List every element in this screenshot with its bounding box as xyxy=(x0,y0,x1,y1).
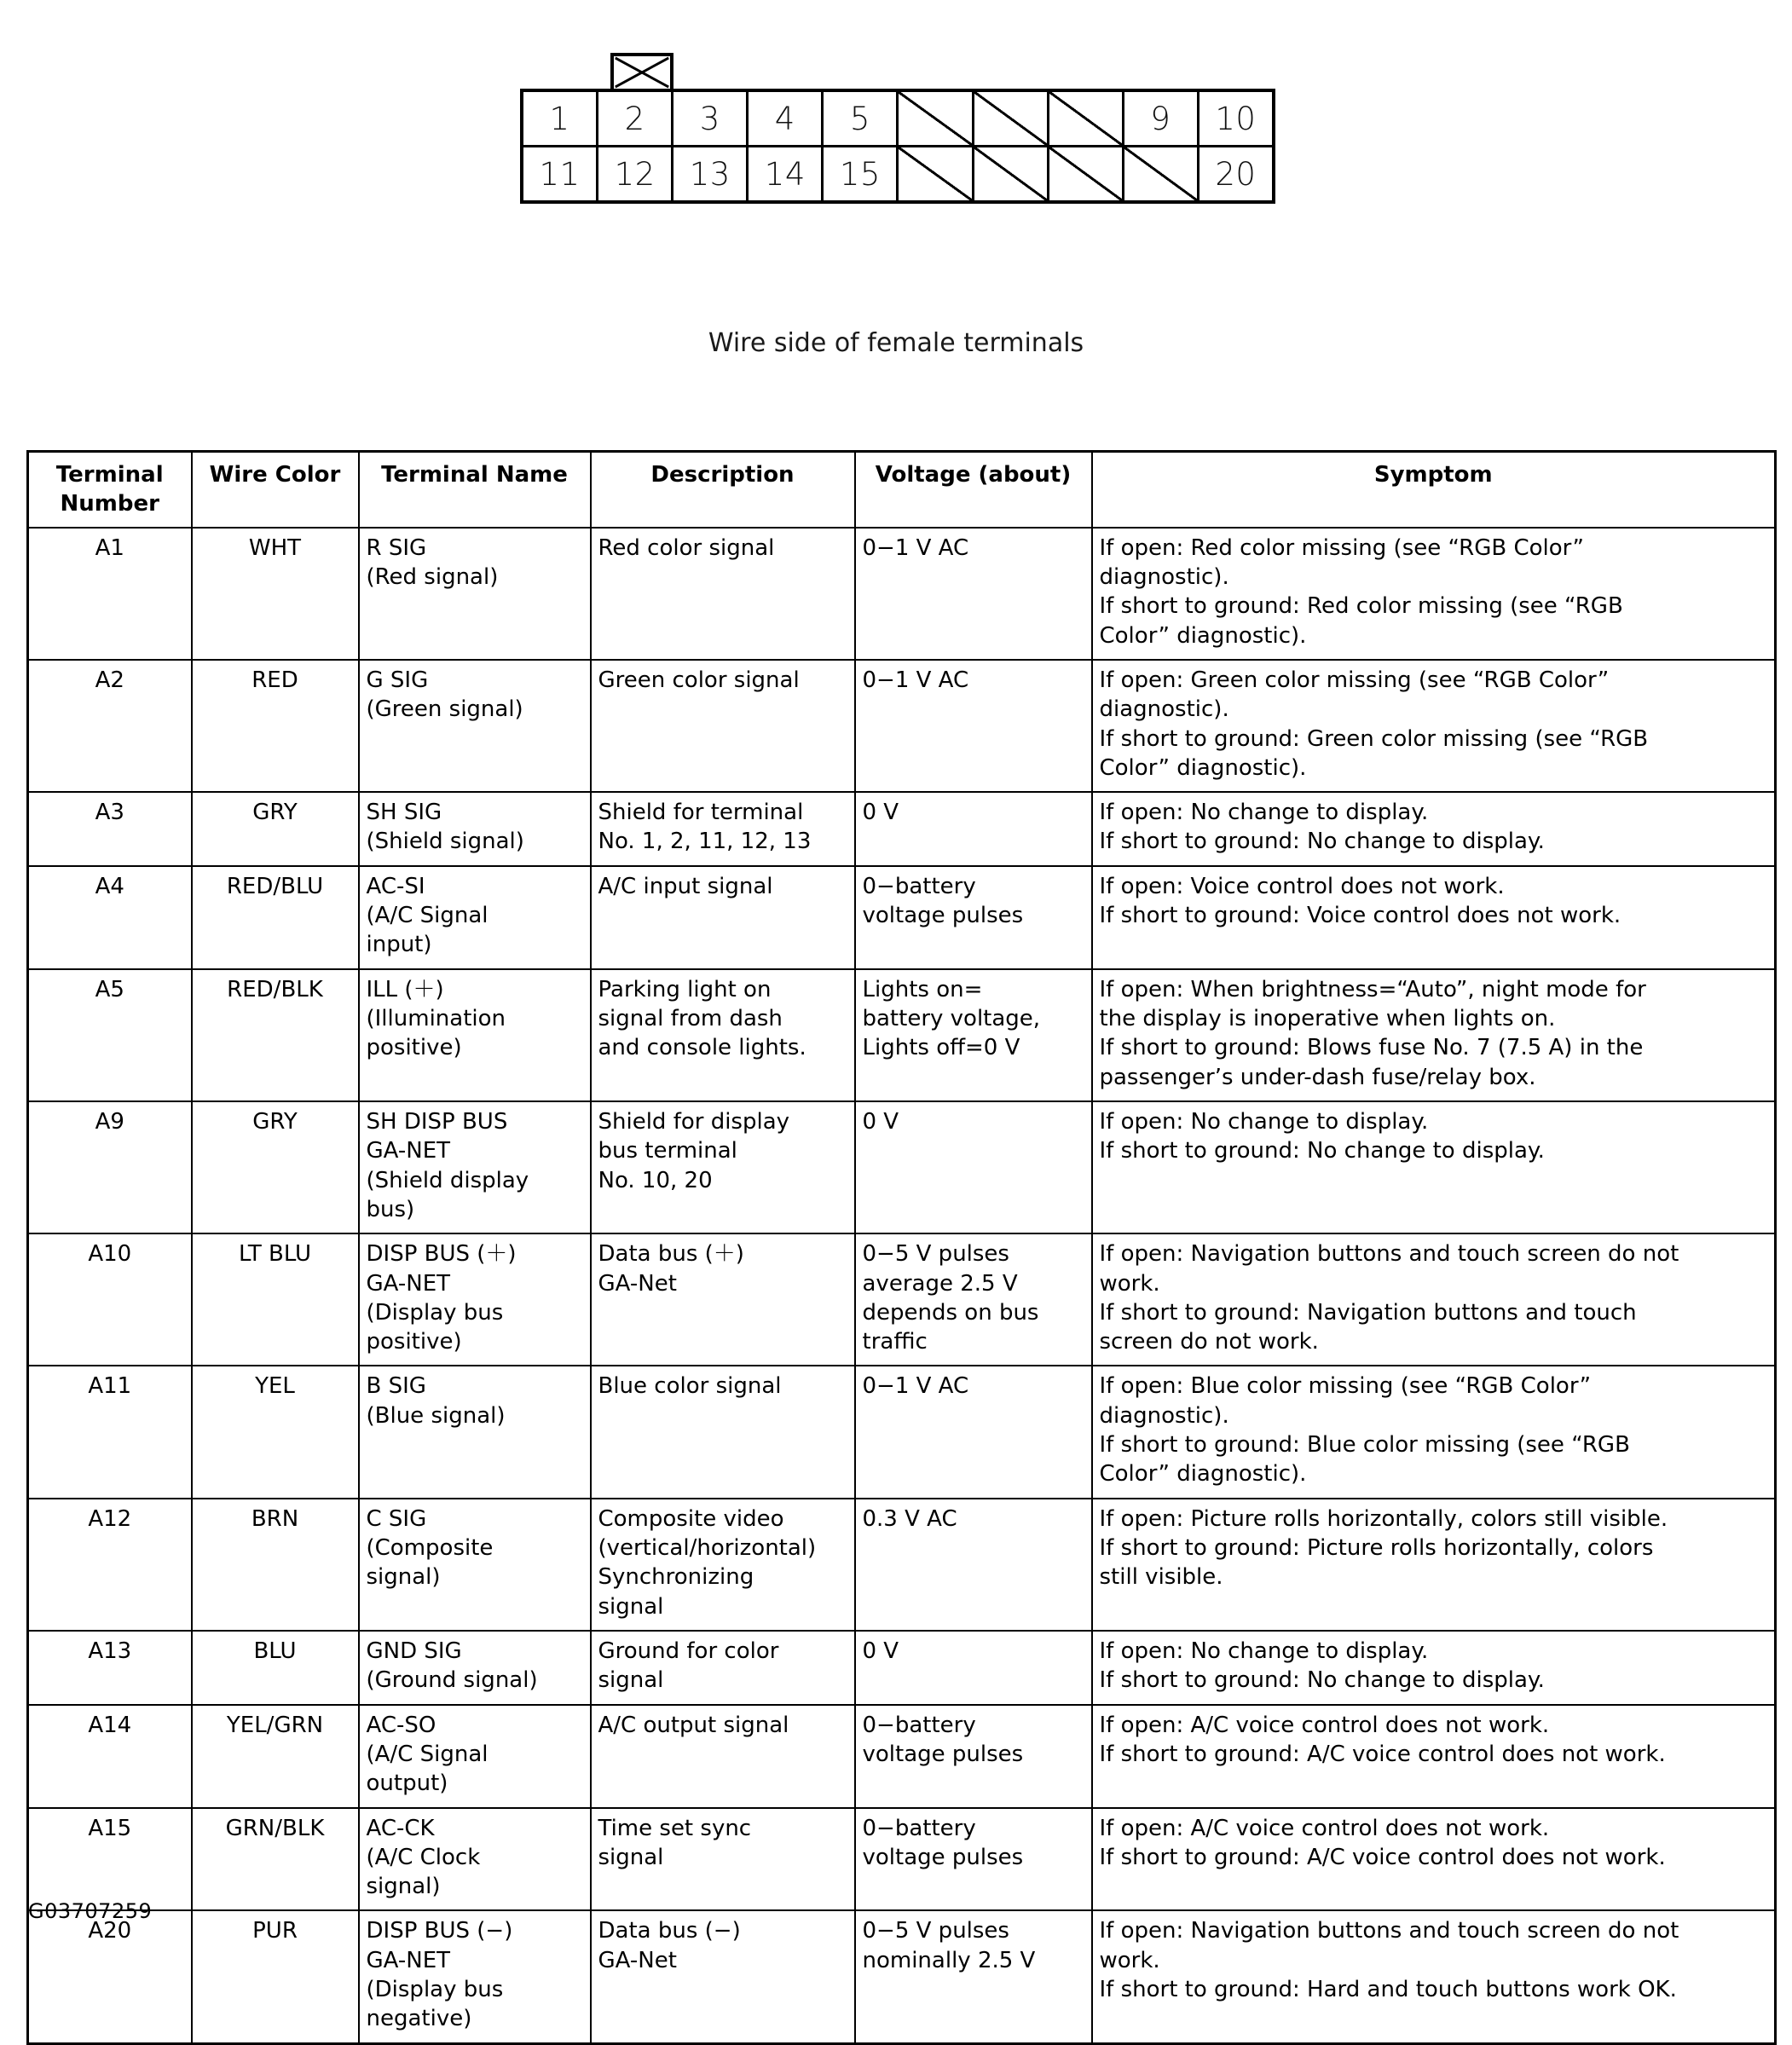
cell-symptom: If open: A/C voice control does not work. If short to ground: A/C voice control does not work. xyxy=(1092,1705,1776,1808)
cell-voltage: 0 V xyxy=(855,1101,1092,1233)
cell-description: Composite video (vertical/horizontal) Synchronizing signal xyxy=(591,1499,855,1631)
cell-description: Data bus (−) GA-Net xyxy=(591,1910,855,2043)
cell-voltage: 0−1 V AC xyxy=(855,1366,1092,1498)
cell-symptom: If open: Red color missing (see “RGB Color” diagnostic). If short to ground: Red color missing (see “RGB Color” diagnostic). xyxy=(1092,528,1776,660)
connector-terminal-label: 14 xyxy=(764,155,806,193)
connector-terminal-label: 10 xyxy=(1215,100,1257,137)
cell-voltage: 0−battery voltage pulses xyxy=(855,1808,1092,1911)
cell-terminal-name: R SIG (Red signal) xyxy=(359,528,591,660)
cell-description: Shield for terminal No. 1, 2, 11, 12, 13 xyxy=(591,792,855,866)
table-row xyxy=(28,1808,1776,1911)
cell-terminal-number: A12 xyxy=(28,1499,192,1631)
cell-wire-color: LT BLU xyxy=(192,1233,359,1366)
connector-terminal-5 xyxy=(824,92,899,145)
cell-wire-color: BRN xyxy=(192,1499,359,1631)
connector-terminal-label: 4 xyxy=(774,100,795,137)
table-row xyxy=(28,1233,1776,1366)
cell-terminal-name: C SIG (Composite signal) xyxy=(359,1499,591,1631)
cell-wire-color: GRY xyxy=(192,1101,359,1233)
cell-wire-color: YEL/GRN xyxy=(192,1705,359,1808)
cell-symptom: If open: Navigation buttons and touch screen do not work. If short to ground: Hard and touch buttons work OK. xyxy=(1092,1910,1776,2043)
cell-terminal-number: A15 xyxy=(28,1808,192,1911)
connector-terminal-label: 9 xyxy=(1150,100,1171,137)
cell-voltage: 0 V xyxy=(855,1631,1092,1705)
cell-terminal-number: A3 xyxy=(28,792,192,866)
terminal-table xyxy=(26,450,1777,2045)
connector-terminal-label: 3 xyxy=(699,100,720,137)
connector-cell-blank xyxy=(974,92,1049,145)
table-row xyxy=(28,969,1776,1101)
connector-cell-blank xyxy=(899,147,974,200)
cell-terminal-name: SH DISP BUS GA-NET (Shield display bus) xyxy=(359,1101,591,1233)
cell-symptom: If open: When brightness=“Auto”, night mode for the display is inoperative when lights on. If short to ground: Blows fuse No. 7 (7.5 A) in the passenger’s under-dash fuse/relay box. xyxy=(1092,969,1776,1101)
cell-description: Ground for color signal xyxy=(591,1631,855,1705)
cell-wire-color: RED/BLU xyxy=(192,866,359,969)
table-row xyxy=(28,1910,1776,2043)
diagram-caption: Wire side of female terminals xyxy=(708,328,1084,358)
cell-terminal-number: A1 xyxy=(28,528,192,660)
connector-terminal-label: 1 xyxy=(549,100,570,137)
connector-terminal-3 xyxy=(673,92,749,145)
cell-description: Red color signal xyxy=(591,528,855,660)
cell-terminal-name: DISP BUS (−) GA-NET (Display bus negative) xyxy=(359,1910,591,2043)
cell-voltage: 0.3 V AC xyxy=(855,1499,1092,1631)
connector-terminal-2 xyxy=(598,92,673,145)
cell-terminal-name: AC-CK (A/C Clock signal) xyxy=(359,1808,591,1911)
cell-terminal-number: A13 xyxy=(28,1631,192,1705)
terminal-table-container xyxy=(26,450,1774,2045)
connector-terminal-4 xyxy=(749,92,824,145)
connector-terminal-10 xyxy=(1199,92,1272,145)
cell-terminal-name: G SIG (Green signal) xyxy=(359,660,591,792)
cell-description: Data bus (＋) GA-Net xyxy=(591,1233,855,1366)
cell-wire-color: WHT xyxy=(192,528,359,660)
connector-tab xyxy=(610,53,673,89)
cell-voltage: 0−5 V pulses average 2.5 V depends on bus traffic xyxy=(855,1233,1092,1366)
cell-symptom: If open: Blue color missing (see “RGB Color” diagnostic). If short to ground: Blue color missing (see “RGB Color” diagnostic). xyxy=(1092,1366,1776,1498)
cell-symptom: If open: No change to display. If short to ground: No change to display. xyxy=(1092,1101,1776,1233)
cell-description: A/C output signal xyxy=(591,1705,855,1808)
cell-wire-color: GRY xyxy=(192,792,359,866)
cell-terminal-name: SH SIG (Shield signal) xyxy=(359,792,591,866)
cell-symptom: If open: No change to display. If short to ground: No change to display. xyxy=(1092,1631,1776,1705)
cell-symptom: If open: Picture rolls horizontally, colors still visible. If short to ground: Picture rolls horizontally, colors still visible. xyxy=(1092,1499,1776,1631)
cell-wire-color: RED xyxy=(192,660,359,792)
cell-terminal-name: DISP BUS (＋) GA-NET (Display bus positive) xyxy=(359,1233,591,1366)
connector-row-bottom xyxy=(523,147,1272,200)
connector-terminal-label: 20 xyxy=(1215,155,1257,193)
cell-terminal-number: A10 xyxy=(28,1233,192,1366)
cell-wire-color: GRN/BLK xyxy=(192,1808,359,1911)
cell-voltage: 0−1 V AC xyxy=(855,660,1092,792)
table-row xyxy=(28,1705,1776,1808)
connector-terminal-9 xyxy=(1124,92,1199,145)
figure-reference-code: G03707259 xyxy=(28,1899,153,1923)
connector-terminal-label: 5 xyxy=(849,100,870,137)
connector-cell-blank xyxy=(1049,147,1124,200)
cell-description: Parking light on signal from dash and console lights. xyxy=(591,969,855,1101)
column-header-description: Description xyxy=(591,452,855,528)
connector-terminal-15 xyxy=(824,147,899,200)
cell-description: A/C input signal xyxy=(591,866,855,969)
column-header-wire-color: Wire Color xyxy=(192,452,359,528)
connector-terminal-label: 11 xyxy=(539,155,581,193)
cell-terminal-number: A4 xyxy=(28,866,192,969)
connector-terminal-label: 13 xyxy=(689,155,731,193)
connector-cell-blank xyxy=(1049,92,1124,145)
cell-wire-color: YEL xyxy=(192,1366,359,1498)
table-row xyxy=(28,1101,1776,1233)
cell-terminal-name: B SIG (Blue signal) xyxy=(359,1366,591,1498)
connector-terminal-14 xyxy=(749,147,824,200)
cell-terminal-number: A9 xyxy=(28,1101,192,1233)
cell-terminal-name: ILL (＋) (Illumination positive) xyxy=(359,969,591,1101)
cell-description: Blue color signal xyxy=(591,1366,855,1498)
table-row xyxy=(28,866,1776,969)
connector-terminal-label: 12 xyxy=(614,155,656,193)
table-header-row xyxy=(28,452,1776,528)
column-header-terminal-name: Terminal Name xyxy=(359,452,591,528)
column-header-terminal-number: Terminal Number xyxy=(28,452,192,528)
cell-terminal-number: A20 xyxy=(28,1910,192,2043)
cell-symptom: If open: No change to display. If short to ground: No change to display. xyxy=(1092,792,1776,866)
table-row xyxy=(28,528,1776,660)
column-header-voltage: Voltage (about) xyxy=(855,452,1092,528)
connector-terminal-20 xyxy=(1199,147,1272,200)
cell-symptom: If open: Voice control does not work. If short to ground: Voice control does not work. xyxy=(1092,866,1776,969)
cell-terminal-name: AC-SO (A/C Signal output) xyxy=(359,1705,591,1808)
cell-symptom: If open: Green color missing (see “RGB Color” diagnostic). If short to ground: Green color missing (see “RGB Color” diagnostic). xyxy=(1092,660,1776,792)
cell-voltage: 0−battery voltage pulses xyxy=(855,866,1092,969)
cell-terminal-number: A2 xyxy=(28,660,192,792)
cell-wire-color: RED/BLK xyxy=(192,969,359,1101)
bowtie-x-icon xyxy=(614,56,670,89)
column-header-symptom: Symptom xyxy=(1092,452,1776,528)
cell-voltage: 0 V xyxy=(855,792,1092,866)
cell-voltage: 0−1 V AC xyxy=(855,528,1092,660)
connector-terminal-label: 2 xyxy=(624,100,645,137)
cell-voltage: 0−5 V pulses nominally 2.5 V xyxy=(855,1910,1092,2043)
cell-description: Time set sync signal xyxy=(591,1808,855,1911)
cell-terminal-number: A5 xyxy=(28,969,192,1101)
cell-terminal-number: A11 xyxy=(28,1366,192,1498)
connector-terminal-1 xyxy=(523,92,598,145)
cell-wire-color: BLU xyxy=(192,1631,359,1705)
table-row xyxy=(28,1631,1776,1705)
table-row xyxy=(28,660,1776,792)
cell-symptom: If open: A/C voice control does not work. If short to ground: A/C voice control does not work. xyxy=(1092,1808,1776,1911)
cell-voltage: 0−battery voltage pulses xyxy=(855,1705,1092,1808)
cell-terminal-number: A14 xyxy=(28,1705,192,1808)
table-row xyxy=(28,1366,1776,1498)
connector-terminal-11 xyxy=(523,147,598,200)
connector-terminal-12 xyxy=(598,147,673,200)
cell-terminal-name: GND SIG (Ground signal) xyxy=(359,1631,591,1705)
cell-voltage: Lights on= battery voltage, Lights off=0 V xyxy=(855,969,1092,1101)
connector-body xyxy=(520,89,1275,204)
connector-cell-blank xyxy=(899,92,974,145)
table-row xyxy=(28,1499,1776,1631)
connector-cell-blank xyxy=(1124,147,1199,200)
table-row xyxy=(28,792,1776,866)
cell-description: Shield for display bus terminal No. 10, 20 xyxy=(591,1101,855,1233)
cell-terminal-name: AC-SI (A/C Signal input) xyxy=(359,866,591,969)
cell-description: Green color signal xyxy=(591,660,855,792)
cell-wire-color: PUR xyxy=(192,1910,359,2043)
connector-row-top xyxy=(523,92,1272,147)
connector-cell-blank xyxy=(974,147,1049,200)
cell-symptom: If open: Navigation buttons and touch screen do not work. If short to ground: Navigation buttons and touch screen do not work. xyxy=(1092,1233,1776,1366)
connector-terminal-label: 15 xyxy=(839,155,881,193)
connector-terminal-13 xyxy=(673,147,749,200)
